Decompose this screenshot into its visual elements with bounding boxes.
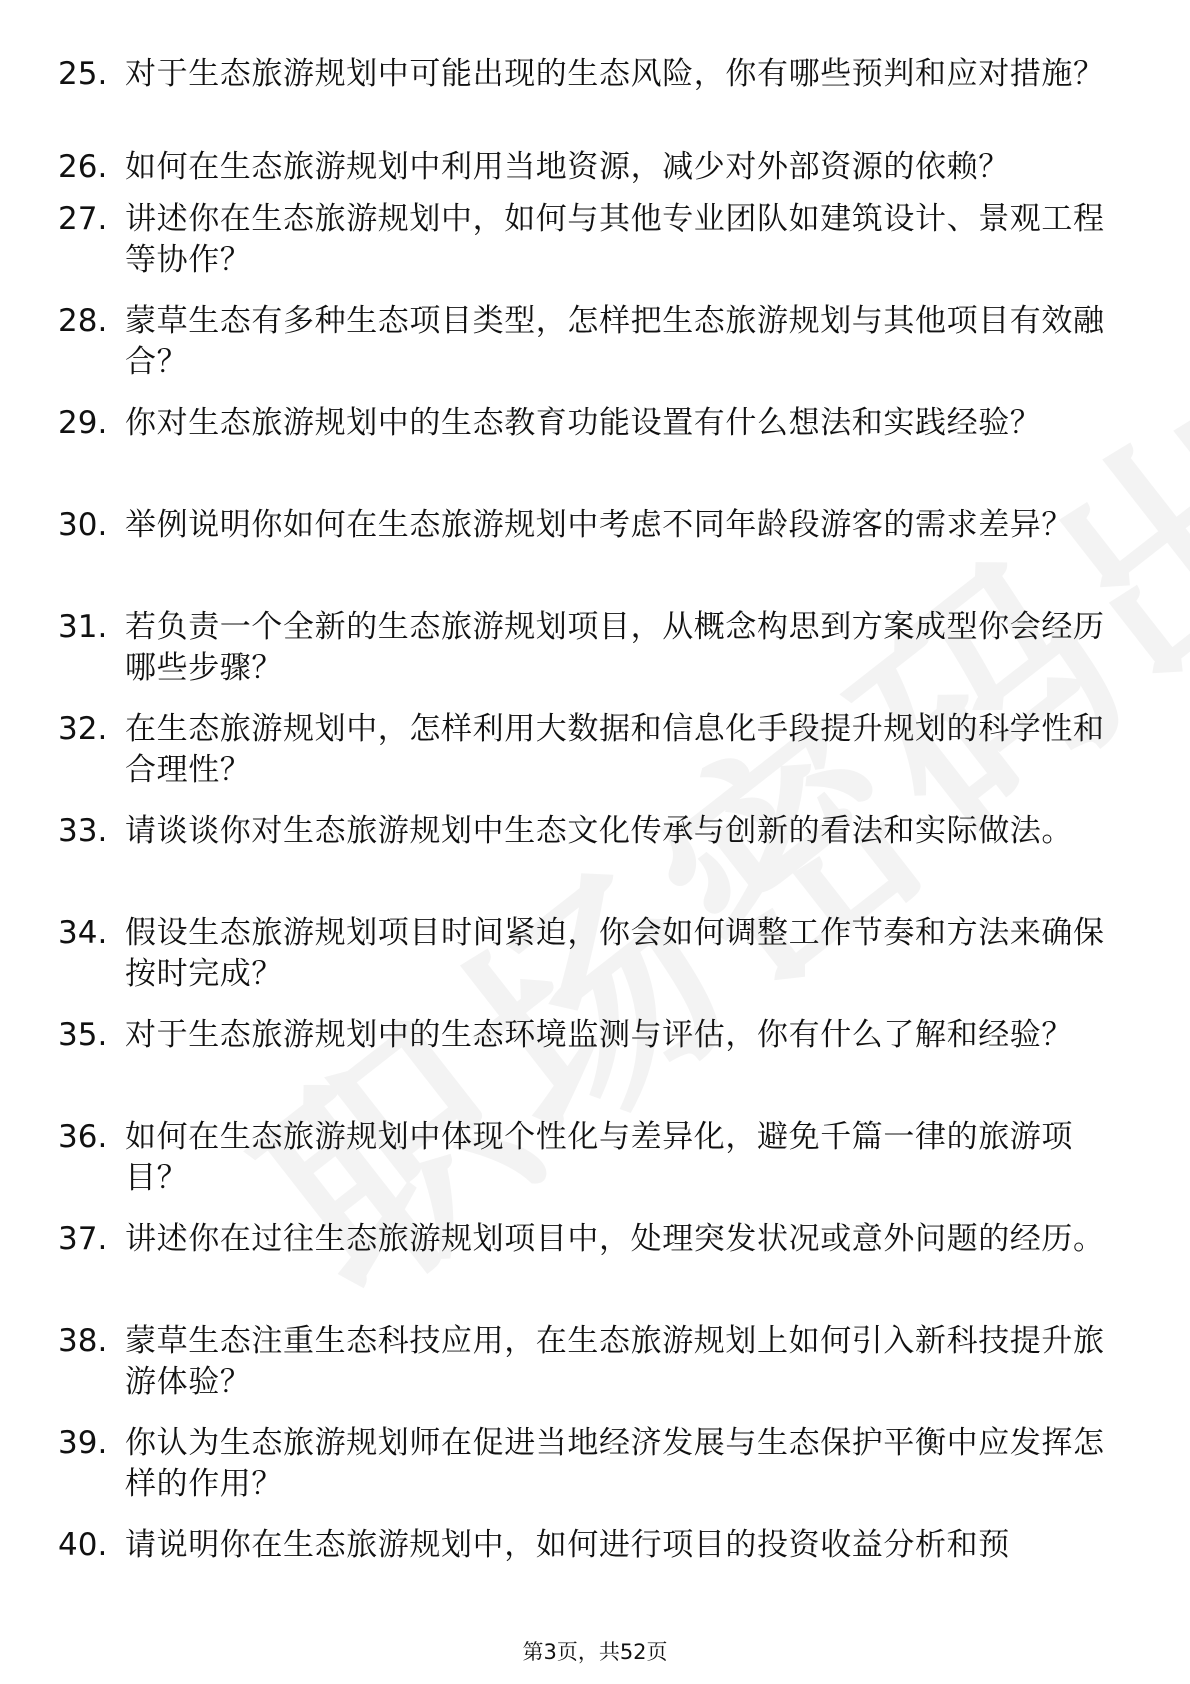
question-number: 32. (58, 711, 108, 747)
question-text: 你对生态旅游规划中的生态教育功能设置有什么想法和实践经验？ (125, 405, 1042, 441)
question-item (0, 505, 1190, 595)
question-text: 如何在生态旅游规划中体现个性化与差异化，避免千篇一律的旅游项目？ (125, 1119, 1073, 1196)
question-text: 讲述你在生态旅游规划中，如何与其他专业团队如建筑设计、景观工程等协作？ (125, 201, 1105, 278)
question-text: 对于生态旅游规划中的生态环境监测与评估，你有什么了解和经验？ (125, 1017, 1073, 1053)
question-text: 如何在生态旅游规划中利用当地资源，减少对外部资源的依赖？ (125, 149, 1010, 185)
question-item (0, 811, 1190, 901)
question-text: 请说明你在生态旅游规划中，如何进行项目的投资收益分析和预 (125, 1527, 1010, 1563)
question-number: 26. (58, 149, 108, 185)
question-number: 36. (58, 1119, 108, 1155)
question-item (0, 1525, 1190, 1570)
question-number: 33. (58, 813, 108, 849)
question-number: 28. (58, 303, 108, 339)
question-number: 40. (58, 1527, 108, 1563)
question-number: 25. (58, 56, 108, 92)
page-footer (0, 1638, 1190, 1666)
question-item (0, 199, 1190, 289)
question-number: 37. (58, 1221, 108, 1257)
question-number: 31. (58, 609, 108, 645)
question-text: 蒙草生态有多种生态项目类型，怎样把生态旅游规划与其他项目有效融合？ (125, 303, 1105, 380)
question-item (0, 301, 1190, 391)
question-number: 39. (58, 1425, 108, 1461)
question-text: 假设生态旅游规划项目时间紧迫，你会如何调整工作节奏和方法来确保按时完成？ (125, 915, 1105, 992)
question-item (0, 1117, 1190, 1207)
question-number: 38. (58, 1323, 108, 1359)
question-number: 29. (58, 405, 108, 441)
question-text: 对于生态旅游规划中可能出现的生态风险，你有哪些预判和应对措施？ (125, 56, 1105, 92)
question-text: 在生态旅游规划中，怎样利用大数据和信息化手段提升规划的科学性和合理性？ (125, 711, 1105, 788)
question-text: 你认为生态旅游规划师在促进当地经济发展与生态保护平衡中应发挥怎样的作用？ (125, 1425, 1105, 1502)
page-number: 第3页，共52页 (522, 1640, 668, 1664)
question-item (0, 54, 1190, 144)
question-item (0, 403, 1190, 493)
question-number: 27. (58, 201, 108, 237)
question-text: 请谈谈你对生态旅游规划中生态文化传承与创新的看法和实际做法。 (125, 813, 1073, 849)
question-number: 30. (58, 507, 108, 543)
question-item (0, 1321, 1190, 1411)
question-item (0, 913, 1190, 1003)
question-number: 35. (58, 1017, 108, 1053)
question-item (0, 1423, 1190, 1513)
question-text: 蒙草生态注重生态科技应用，在生态旅游规划上如何引入新科技提升旅游体验？ (125, 1323, 1105, 1400)
question-item (0, 607, 1190, 697)
question-item (0, 709, 1190, 799)
question-item (0, 1015, 1190, 1105)
question-text: 若负责一个全新的生态旅游规划项目，从概念构思到方案成型你会经历哪些步骤？ (125, 609, 1105, 686)
question-item (0, 1219, 1190, 1309)
question-number: 34. (58, 915, 108, 951)
question-text: 讲述你在过往生态旅游规划项目中，处理突发状况或意外问题的经历。 (125, 1221, 1105, 1257)
question-text: 举例说明你如何在生态旅游规划中考虑不同年龄段游客的需求差异？ (125, 507, 1073, 543)
